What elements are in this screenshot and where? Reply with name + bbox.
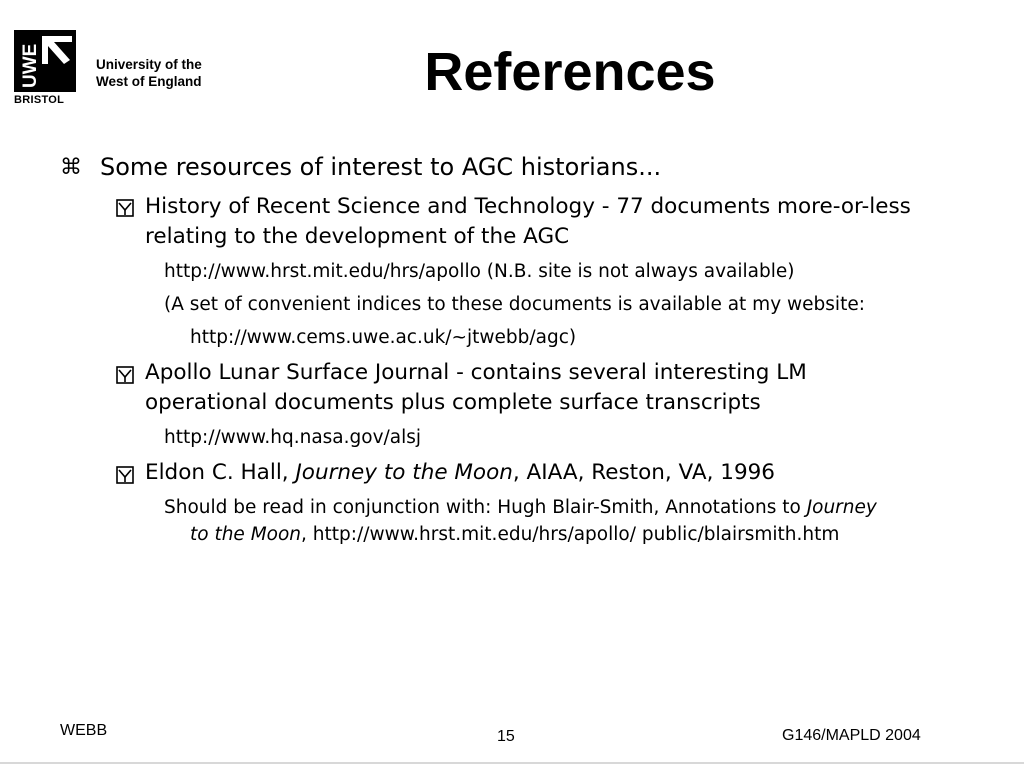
footer-page-number: 15 bbox=[497, 728, 515, 745]
item1-line2: relating to the development of the AGC bbox=[145, 224, 570, 249]
item3-book-title: Journey to the Moon bbox=[295, 460, 513, 485]
item3-publisher: , AIAA, Reston, VA, 1996 bbox=[512, 460, 775, 485]
checkbox-bullet-icon bbox=[116, 199, 134, 217]
item1-line1: History of Recent Science and Technology - 77 documents more-or-less bbox=[145, 194, 911, 219]
university-name-line2: West of England bbox=[96, 74, 202, 89]
university-logo bbox=[14, 30, 224, 110]
slide-title: References bbox=[424, 42, 716, 102]
uwe-logo-mark bbox=[14, 30, 76, 92]
item3-note-book-part1: Journey bbox=[806, 497, 877, 518]
footer-divider bbox=[0, 762, 1024, 764]
item3-author: Eldon C. Hall, bbox=[145, 460, 296, 485]
item2-url[interactable]: http://www.hq.nasa.gov/alsj bbox=[164, 427, 422, 448]
checkbox-bullet-icon bbox=[116, 466, 134, 484]
item3-note-line2 bbox=[190, 524, 839, 545]
item1-note1: (A set of convenient indices to these documents is available at my website: bbox=[164, 294, 865, 315]
item3-note-book-part2: to the Moon bbox=[190, 524, 302, 545]
item2-line1: Apollo Lunar Surface Journal - contains several interesting LM bbox=[145, 360, 807, 385]
command-bullet-icon: ⌘ bbox=[60, 155, 82, 180]
footer-event: G146/MAPLD 2004 bbox=[782, 727, 921, 744]
footer-author: WEBB bbox=[60, 722, 108, 739]
item3-note-url[interactable]: , http://www.hrst.mit.edu/hrs/apollo/ public/blairsmith.htm bbox=[301, 524, 840, 545]
university-name bbox=[96, 56, 202, 90]
item3-note-line1 bbox=[164, 497, 877, 518]
university-name-line1: University of the bbox=[96, 57, 202, 72]
logo-mark-text: UWE bbox=[20, 43, 41, 88]
university-city: BRISTOL bbox=[14, 94, 65, 106]
item1-url[interactable]: http://www.hrst.mit.edu/hrs/apollo (N.B. site is not always available) bbox=[164, 261, 795, 282]
checkbox-bullet-icon bbox=[116, 366, 134, 384]
item3-line bbox=[145, 460, 775, 485]
item2-line2: operational documents plus complete surface transcripts bbox=[145, 390, 761, 415]
item1-note2[interactable]: http://www.cems.uwe.ac.uk/~jtwebb/agc) bbox=[190, 327, 577, 348]
bullet-level1: Some resources of interest to AGC historians... bbox=[100, 153, 662, 181]
item3-note-text: Should be read in conjunction with: Hugh Blair-Smith, Annotations to bbox=[164, 497, 807, 518]
